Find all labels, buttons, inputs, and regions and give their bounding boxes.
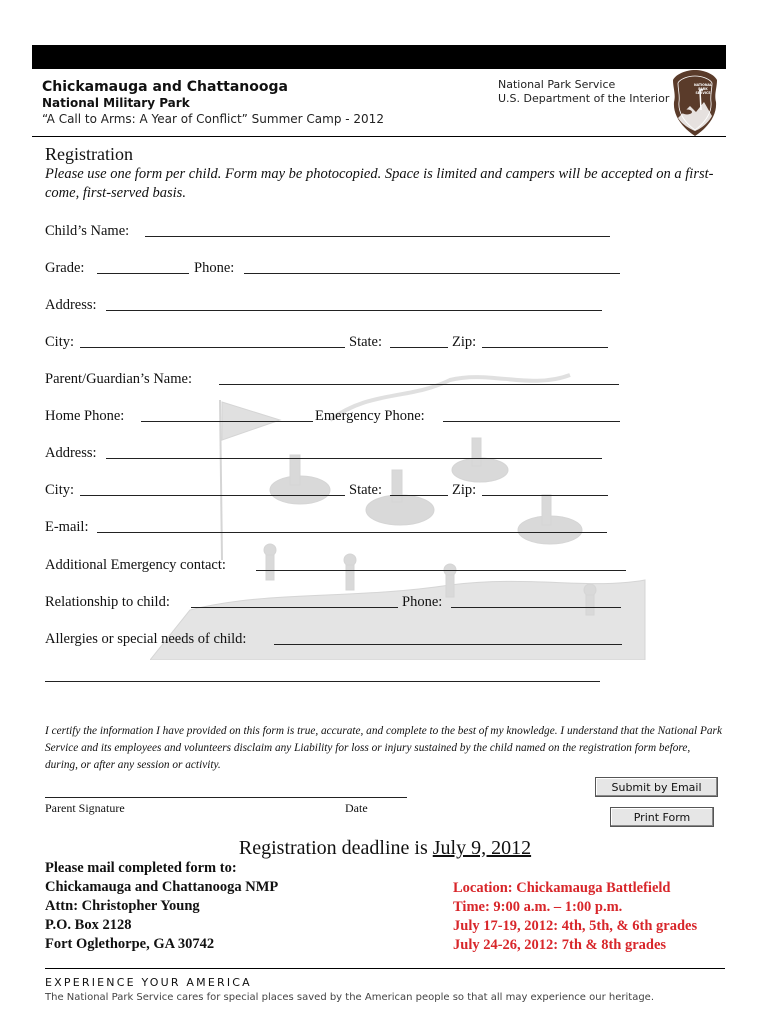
contact-phone-field[interactable] xyxy=(451,607,621,608)
allergies-field[interactable] xyxy=(274,644,622,645)
mailing-line: Attn: Christopher Young xyxy=(45,898,200,914)
child-name-label: Child’s Name: xyxy=(45,223,130,239)
footer-tagline: EXPERIENCE YOUR AMERICA xyxy=(45,976,252,989)
parent-name-field[interactable] xyxy=(219,384,619,385)
email-label: E-mail: xyxy=(45,519,89,535)
parent-address-label: Address: xyxy=(45,445,97,461)
mailing-line: Please mail completed form to: xyxy=(45,860,237,876)
relationship-field[interactable] xyxy=(191,607,398,608)
svg-text:PARK: PARK xyxy=(698,87,708,91)
camp-details xyxy=(453,879,697,955)
parent-zip-label: Zip: xyxy=(452,482,477,498)
mailing-address xyxy=(45,859,278,954)
relationship-label: Relationship to child: xyxy=(45,594,170,610)
form-title: Registration xyxy=(45,144,133,164)
department-name: U.S. Department of the Interior xyxy=(498,92,670,105)
details-session-1: July 17-19, 2012: 4th, 5th, & 6th grades xyxy=(453,918,698,934)
home-phone-field[interactable] xyxy=(141,421,313,422)
contact-phone-label: Phone: xyxy=(402,594,443,610)
zip-field[interactable] xyxy=(482,347,608,348)
state-field[interactable] xyxy=(390,347,448,348)
parent-name-label: Parent/Guardian’s Name: xyxy=(45,371,192,387)
footer-divider xyxy=(45,968,725,969)
grade-field[interactable] xyxy=(97,273,189,274)
deadline-date: July 9, 2012 xyxy=(432,837,532,859)
allergies-field-continued[interactable] xyxy=(45,681,600,682)
park-name: Chickamauga and Chattanooga xyxy=(42,79,288,95)
header-divider xyxy=(32,136,726,137)
email-field[interactable] xyxy=(97,532,607,533)
zip-label: Zip: xyxy=(452,334,477,350)
parent-address-field[interactable] xyxy=(106,458,602,459)
allergies-label: Allergies or special needs of child: xyxy=(45,631,247,647)
date-label: Date xyxy=(345,801,368,815)
phone-label: Phone: xyxy=(194,260,235,276)
grade-label: Grade: xyxy=(45,260,85,276)
address-label: Address: xyxy=(45,297,97,313)
address-field[interactable] xyxy=(106,310,602,311)
home-phone-label: Home Phone: xyxy=(45,408,125,424)
parent-city-field[interactable] xyxy=(80,495,345,496)
deadline-prefix: Registration deadline is xyxy=(238,837,428,859)
city-field[interactable] xyxy=(80,347,345,348)
print-form-button[interactable]: Print Form xyxy=(610,807,714,827)
city-label: City: xyxy=(45,334,75,350)
parent-state-field[interactable] xyxy=(390,495,448,496)
camp-title: “A Call to Arms: A Year of Conflict” Summer Camp - 2012 xyxy=(42,112,384,126)
parent-state-label: State: xyxy=(349,482,383,498)
svg-text:NATIONAL: NATIONAL xyxy=(693,83,713,87)
park-subtitle: National Military Park xyxy=(42,96,190,110)
form-instructions: Please use one form per child. Form may be photocopied. Space is limited and campers will be accepted on a first-come, first-served basis. xyxy=(45,166,714,201)
additional-contact-field[interactable] xyxy=(256,570,626,571)
additional-contact-label: Additional Emergency contact: xyxy=(45,557,226,573)
submit-by-email-button[interactable]: Submit by Email xyxy=(595,777,718,797)
parent-zip-field[interactable] xyxy=(482,495,608,496)
nps-arrowhead-icon xyxy=(670,68,720,138)
details-session-2: July 24-26, 2012: 7th & 8th grades xyxy=(453,937,667,953)
child-name-field[interactable] xyxy=(145,236,610,237)
mailing-line: Chickamauga and Chattanooga NMP xyxy=(45,879,279,895)
phone-field[interactable] xyxy=(244,273,620,274)
footer-text: The National Park Service cares for special places saved by the American people so that all may experience our heritage. xyxy=(45,992,654,1003)
civil-war-battle-illustration xyxy=(150,360,650,660)
header-black-bar xyxy=(32,45,726,69)
svg-text:SERVICE: SERVICE xyxy=(695,91,711,95)
emergency-phone-label: Emergency Phone: xyxy=(315,408,425,424)
details-time: Time: 9:00 a.m. – 1:00 p.m. xyxy=(453,899,623,915)
parent-city-label: City: xyxy=(45,482,75,498)
certification-statement: I certify the information I have provided on this form is true, accurate, and complete to the best of my knowledge. I understand that the National Park Service and its employees and volunteers disclaim any Liability for loss or injury sustained by the child named on the registration form before, during, or after any session or activity. xyxy=(45,725,722,771)
signature-field[interactable] xyxy=(45,797,407,798)
mailing-line: Fort Oglethorpe, GA 30742 xyxy=(45,936,215,952)
signature-label: Parent Signature xyxy=(45,801,125,815)
details-location: Location: Chickamauga Battlefield xyxy=(453,880,671,896)
mailing-line: P.O. Box 2128 xyxy=(45,917,132,933)
state-label: State: xyxy=(349,334,383,350)
registration-deadline xyxy=(0,836,770,860)
emergency-phone-field[interactable] xyxy=(443,421,620,422)
agency-name: National Park Service xyxy=(498,78,616,91)
